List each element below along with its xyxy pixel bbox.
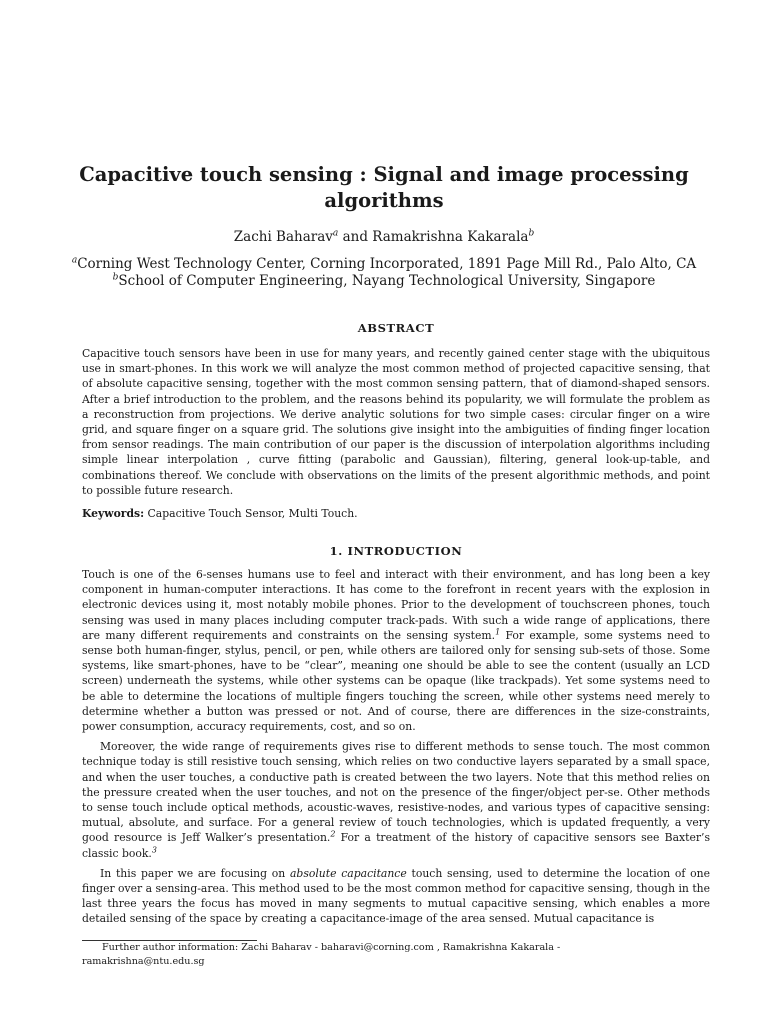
title-line-1: Capacitive touch sensing : Signal and image processing (79, 163, 689, 186)
intro-p1-text-a: Touch is one of the 6-senses humans use to feel and interact with their environment, and has long been a key component in human-computer interactions. It has come to the forefront in recent years with the explosion in electronic devices using it, most notably mobile phones. Prior to the development of touchscreen phones, touch sensing was used in many places including computer track-pads. With such a wide range of applications, there are many different requirements and constraints on the sensing system. (82, 568, 710, 642)
citation-mark: 2 (330, 829, 336, 839)
author-connector: and (338, 229, 373, 245)
abstract-heading: ABSTRACT (357, 321, 435, 335)
author-name: Zachi Baharav (233, 229, 333, 245)
affiliation-mark: a (71, 255, 78, 266)
intro-paragraph-1 (82, 567, 710, 734)
footnote-line-2: ramakrishna@ntu.edu.sg (82, 956, 205, 967)
affiliation-mark: b (528, 228, 535, 239)
citation-mark: 1 (495, 627, 501, 637)
introduction-body (82, 567, 710, 927)
affiliation-text: Corning West Technology Center, Corning Incorporated, 1891 Page Mill Rd., Palo Alto, CA (77, 256, 697, 272)
intro-paragraph-2 (82, 739, 710, 861)
intro-p3-text-a: In this paper we are focusing on (100, 866, 290, 880)
affiliation-line (40, 256, 728, 273)
paper-title (60, 162, 708, 214)
abstract-body (82, 346, 710, 498)
citation-mark: 3 (151, 845, 157, 855)
intro-p3-emphasis: absolute capacitance (289, 866, 407, 880)
footnote-line-1: Further author information: Zachi Baharav - baharavi@corning.com , Ramakrishna Kakarala - (102, 942, 561, 953)
affiliation-line (40, 273, 728, 290)
intro-paragraph-3 (82, 866, 710, 927)
intro-p3-text-b: touch sensing, used to determine the location of one finger over a sensing-area. This method used to be the most common method for capacitive sensing, though in the last three years the focus has moved in many segments to mutual capacitive sensing, which enables a more detailed sensing of the space by creating a capacitance-image of the area sensed. Mutual capacitance is (82, 866, 710, 926)
affiliation-mark: b (112, 272, 119, 283)
intro-p1-text-b: For example, some systems need to sense both human-finger, stylus, pencil, or pen, while others are tailored only for sensing sub-sets of those. Some systems, like smart-phones, have to be “clear”, meaning one should be able to see the content (usually an LCD screen) underneath the systems, while other systems can be opaque (like trackpads). Yet some systems need to be able to determine the locations of multiple fingers touching the screen, while other systems need merely to determine whether a button was pressed or not. And of course, there are differences in the size-constraints, power consumption, accuracy requirements, cost, and so on. (82, 628, 711, 734)
author-list (60, 228, 708, 246)
intro-p2-text-a: Moreover, the wide range of requirements gives rise to different methods to sense touch. The most common technique today is still resistive touch sensing, which relies on two conductive layers separated by a small space, and when the user touches, a conductive path is created between the two layers. Note that this method relies on the pressure created when the user touches, and not on the presence of the finger/object per-se. Other methods to sense touch include optical methods, acoustic-waves, resistive-nodes, and various types of capacitive sensing: mutual, absolute, and surface. For a general review of touch technologies, which is updated frequently, a very good resource is Jeff Walker’s presentation. (82, 740, 710, 845)
keywords-line (82, 506, 710, 521)
introduction-heading: 1. INTRODUCTION (329, 544, 463, 558)
footnote (82, 941, 710, 969)
intro-p2-text-b: For a treatment of the history of capacitive sensors see Baxter’s classic book. (82, 831, 710, 860)
affiliation-mark: a (332, 228, 339, 239)
affiliations (40, 256, 728, 290)
abstract-text: Capacitive touch sensors have been in use for many years, and recently gained center stage with the ubiquitous use in smart-phones. In this work we will analyze the most common method of projected capacitive sensing, that of absolute capacitive sensing, together with the most common sensing pattern, that of diamond-shaped sensors. After a brief introduction to the problem, and the reasons behind its popularity, we will formulate the problem as a reconstruction from projections. We derive analytic solutions for two simple cases: circular finger on a wire grid, and square finger on a square grid. The solutions give insight into the ambiguities of finding finger location from sensor readings. The main contribution of our paper is the discussion of interpolation algorithms including simple linear interpolation , curve fitting (parabolic and Gaussian), filtering, general look-up-table, and combinations thereof. We conclude with observations on the limits of the present algorithmic methods, and point to possible future research. (82, 347, 710, 497)
title-line-2: algorithms (324, 189, 444, 212)
keywords-text: Capacitive Touch Sensor, Multi Touch. (147, 507, 358, 520)
keywords-label: Keywords: (82, 507, 145, 520)
affiliation-text: School of Computer Engineering, Nayang Technological University, Singapore (118, 273, 656, 289)
author-name: Ramakrishna Kakarala (372, 229, 529, 245)
